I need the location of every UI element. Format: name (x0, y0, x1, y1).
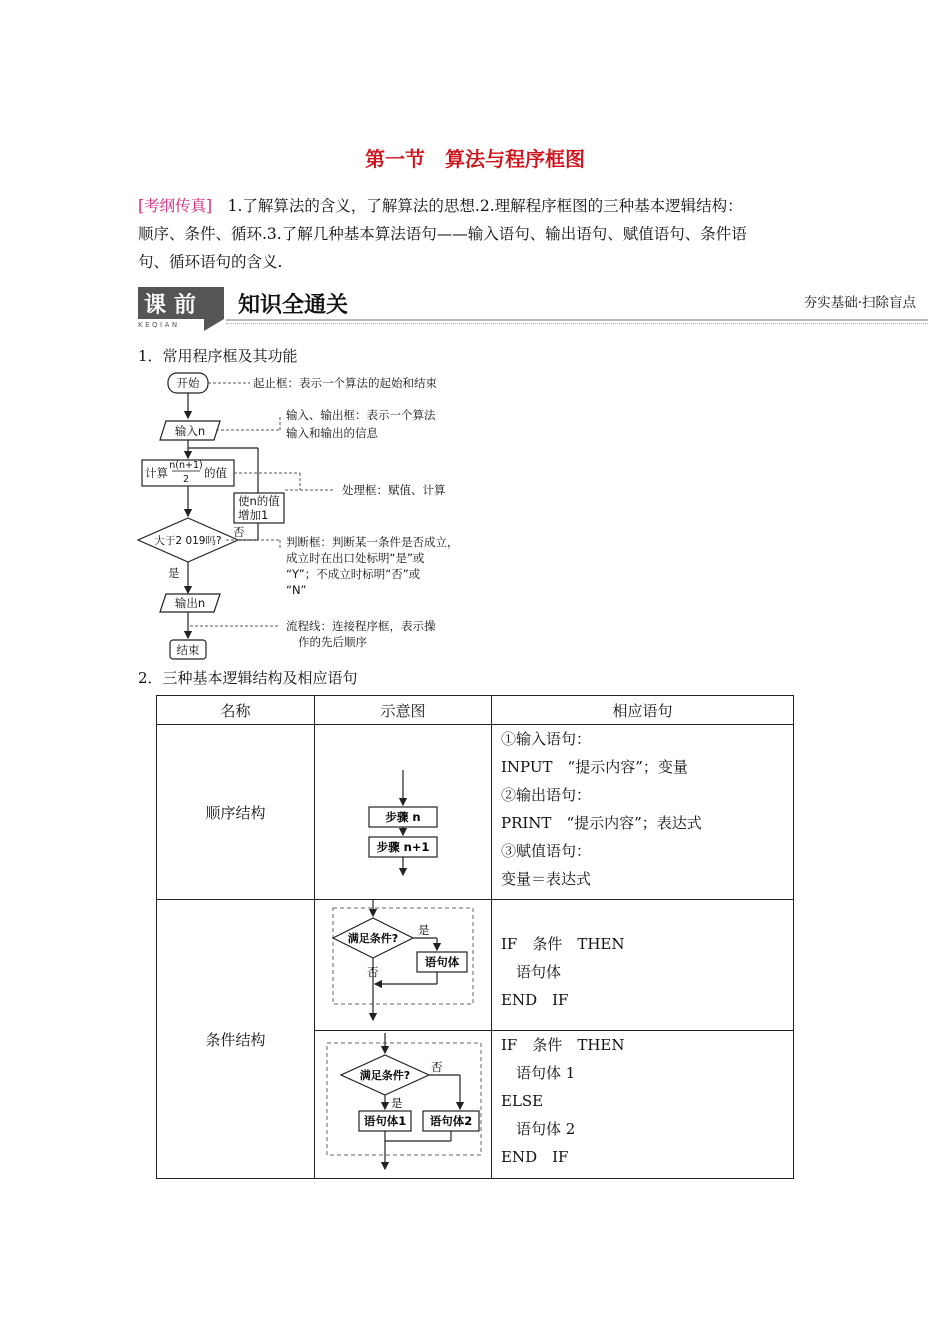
cond-diagram-cell-2 (315, 1031, 492, 1179)
stmt-line: ③赋值语句： (501, 842, 592, 860)
stmt-line: 变量＝表达式 (501, 870, 592, 888)
body-label: 语句体 (424, 955, 460, 969)
syllabus-tag: [考纲传真] (138, 197, 213, 215)
no-label: 否 (233, 525, 245, 539)
calc-label-suffix: 的值 (204, 466, 227, 480)
intro-line-3: 句、循环语句的含义. (138, 253, 283, 271)
intro-paragraph (138, 192, 838, 276)
structures-table (156, 695, 794, 1179)
yes-label: 是 (418, 923, 430, 937)
yes-label: 是 (391, 1096, 403, 1110)
intro-line-2: 顺序、条件、循环.3.了解几种基本算法语句——输入语句、输出语句、赋值语句、条件语 (138, 225, 747, 243)
decision-label: 大于2 019吗? (154, 535, 222, 547)
stmt-line: ②输出语句： (501, 786, 592, 804)
increment-label-1: 使n的值 (238, 494, 280, 508)
seq-name: 顺序结构 (157, 725, 315, 900)
cond-name: 条件结构 (157, 900, 315, 1179)
sequence-diagram (315, 725, 491, 895)
condition-diagram-if (315, 900, 491, 1026)
judge-desc-1: 判断框：判断某一条件是否成立， (286, 535, 459, 549)
process-desc: 处理框：赋值、计算 (342, 483, 446, 497)
body1-label: 语句体1 (363, 1114, 407, 1128)
judge-desc-3: “Y”；不成立时标明“否”或 (286, 567, 421, 581)
start-desc: 起止框：表示一个算法的起始和结束 (253, 376, 437, 390)
stmt-line: PRINT “提示内容”；表达式 (501, 814, 702, 832)
stmt-line: IF 条件 THEN (501, 935, 625, 953)
intro-line-1: 1.了解算法的含义，了解算法的思想.2.理解程序框图的三种基本逻辑结构： (212, 197, 743, 215)
header-name: 名称 (157, 696, 315, 725)
step-n-label: 步骤 n (385, 810, 421, 824)
stmt-line: ELSE (501, 1092, 544, 1110)
start-label: 开始 (176, 376, 200, 390)
stmt-line: INPUT “提示内容”；变量 (501, 758, 688, 776)
increment-label-2: 增加1 (238, 508, 269, 522)
stmt-line: END IF (501, 991, 569, 1009)
cond-if-else-statements (492, 1031, 794, 1179)
seq-statements (492, 725, 794, 900)
flowchart-diagram (130, 368, 470, 663)
io-desc-1: 输入、输出框：表示一个算法 (286, 408, 436, 422)
banner-pinyin: KEQIAN (138, 321, 180, 329)
body2-label: 语句体2 (429, 1114, 473, 1128)
banner-rule (226, 319, 928, 321)
calc-label: 计算 (145, 466, 168, 480)
stmt-line: IF 条件 THEN (501, 1036, 625, 1054)
no-label: 否 (431, 1060, 443, 1074)
output-label: 输出n (174, 596, 206, 610)
stmt-line: END IF (501, 1148, 569, 1166)
cond-label: 满足条件? (359, 1069, 411, 1082)
yes-label: 是 (168, 566, 180, 580)
step-n1-label: 步骤 n+1 (376, 840, 430, 854)
stmt-line: 语句体 (501, 963, 562, 981)
judge-desc-4: “N” (286, 583, 307, 597)
table-row (157, 725, 794, 900)
cond-diagram-cell-1 (315, 900, 492, 1031)
calc-denominator: 2 (182, 474, 190, 485)
table-row (157, 900, 794, 1031)
stmt-line: ①输入语句： (501, 730, 592, 748)
flow-desc-2: 作的先后顺序 (298, 635, 367, 649)
banner-label: 课前 (144, 293, 205, 318)
flow-desc-1: 流程线：连接程序框，表示操 (286, 619, 436, 633)
judge-desc-2: 成立时在出口处标明“是”或 (286, 551, 425, 565)
cond-if-statements (492, 900, 794, 1031)
seq-diagram-cell (315, 725, 492, 900)
no-label: 否 (367, 965, 379, 979)
stmt-line: 语句体 2 (501, 1120, 576, 1138)
cond-label: 满足条件? (347, 932, 399, 945)
input-label: 输入n (174, 424, 206, 438)
banner-heading: 知识全通关 (238, 293, 349, 318)
io-desc-2: 输入和输出的信息 (286, 426, 378, 440)
condition-diagram-if-else (315, 1031, 491, 1174)
header-statement: 相应语句 (492, 696, 794, 725)
end-label: 结束 (176, 643, 200, 657)
table-header-row (157, 696, 794, 725)
calc-numerator: n(n+1) (169, 460, 203, 471)
stmt-line: 语句体 1 (501, 1064, 576, 1082)
section-banner (138, 287, 928, 331)
banner-dotted-rule (226, 323, 928, 324)
section-1-heading: 1．常用程序框及其功能 (138, 347, 298, 365)
page-title: 第一节 算法与程序框图 (365, 147, 585, 171)
header-diagram: 示意图 (315, 696, 492, 725)
banner-slogan: 夯实基础·扫除盲点 (803, 295, 916, 311)
section-2-heading: 2．三种基本逻辑结构及相应语句 (138, 669, 358, 687)
